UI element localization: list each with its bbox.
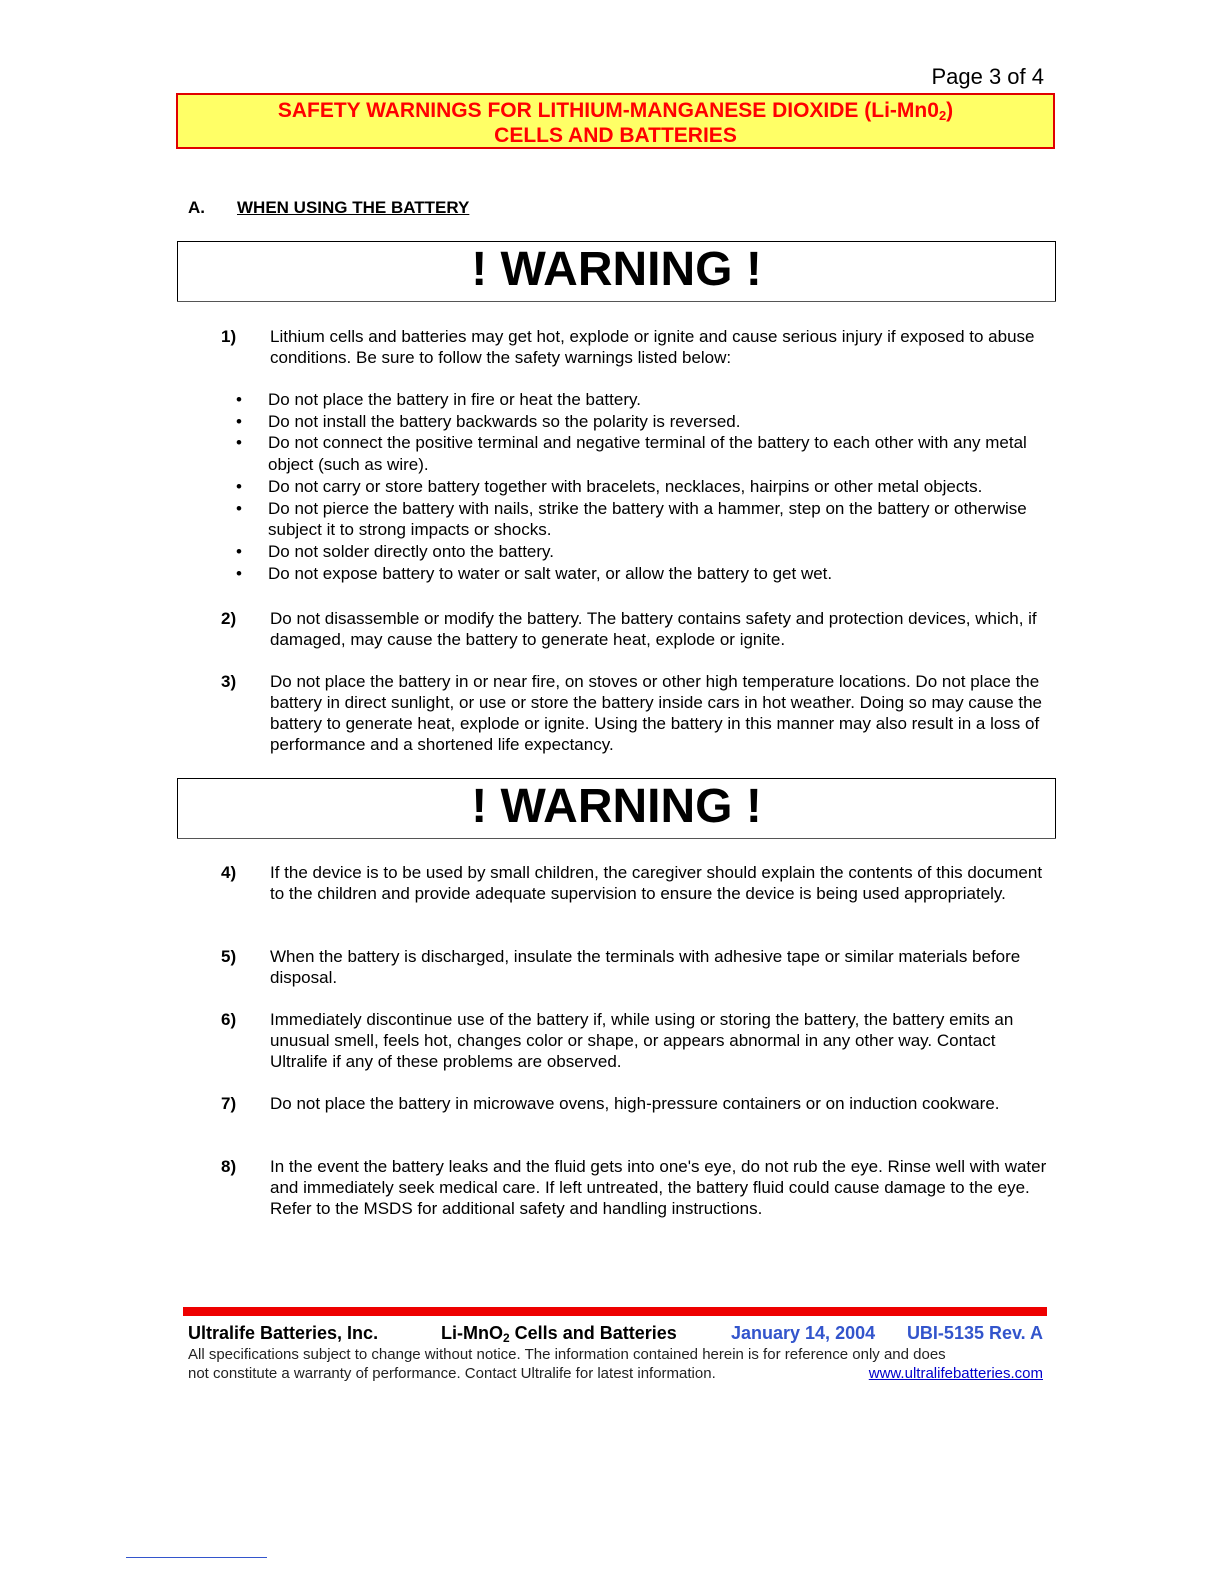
footer-divider (183, 1307, 1047, 1316)
warning-box-1: ! WARNING ! (177, 241, 1056, 302)
item-number: 6) (221, 1010, 237, 1029)
bullet-icon: • (236, 411, 242, 431)
item-4 (221, 862, 1051, 904)
bullet-icon: • (236, 433, 242, 453)
website-link[interactable]: www.ultralifebatteries.com (868, 1365, 1043, 1382)
item-text: Do not place the battery in or near fire, on stoves or other high temperature locations. Do not place the battery in direct sunlight, or use or store the battery inside cars in hot weather. Doing so may cause the battery to generate heat, explode or ignite. Using the battery in this manner may also result in a loss of performance and a shortened life expectancy. (270, 672, 1043, 754)
item-6 (221, 1009, 1051, 1072)
title-subscript: 2 (938, 108, 947, 123)
footer-product-subscript: 2 (502, 1331, 510, 1345)
list-item (236, 432, 1051, 475)
item-number: 5) (221, 947, 237, 966)
bottom-footnote-rule (126, 1557, 267, 1558)
item-text: Immediately discontinue use of the battery if, while using or storing the battery, the battery emits an unusual smell, feels hot, changes color or shape, or appears abnormal in any other way. Contact Ultralife if any of these problems are observed. (270, 1010, 1014, 1071)
item-3 (221, 671, 1051, 755)
footer-doc-number: UBI-5135 Rev. A (906, 1323, 1043, 1343)
list-item (236, 389, 1051, 411)
footer-date: January 14, 2004 (731, 1323, 876, 1343)
list-item-text: Do not place the battery in fire or heat the battery. (268, 390, 641, 409)
title-line-1-main: SAFETY WARNINGS FOR LITHIUM-MANGANESE DIOXIDE (Li-Mn0 (277, 99, 939, 122)
disclaimer-line-1: All specifications subject to change without notice. The information contained herein is for reference only and does (188, 1346, 946, 1363)
list-item (236, 541, 1051, 563)
list-item-text: Do not connect the positive terminal and negative terminal of the battery to each other with any metal object (such as wire). (268, 433, 1027, 475)
footer-product (441, 1322, 677, 1344)
list-item (236, 476, 1051, 498)
list-item-text: Do not carry or store battery together with bracelets, necklaces, hairpins or other metal objects. (268, 476, 983, 496)
list-item-text: Do not install the battery backwards so the polarity is reversed. (268, 411, 741, 431)
item-2 (221, 608, 1051, 650)
bullet-icon: • (236, 498, 242, 518)
list-item-text: Do not pierce the battery with nails, strike the battery with a hammer, step on the battery or otherwise subject it to strong impacts or shocks. (268, 498, 1027, 540)
item-text: If the device is to be used by small children, the caregiver should explain the contents of this document to the children and provide adequate supervision to ensure the device is being used appropriately. (270, 863, 1043, 903)
item-text: Do not disassemble or modify the battery. The battery contains safety and protection devices, which, if damaged, may cause the battery to generate heat, explode or ignite. (270, 609, 1037, 649)
list-item-text: Do not solder directly onto the battery. (268, 541, 555, 561)
footer-company: Ultralife Batteries, Inc. (188, 1323, 379, 1343)
footer-product-name: Li-MnO (441, 1323, 503, 1343)
item-number: 4) (221, 863, 237, 882)
section-heading (188, 198, 469, 218)
list-item-text: Do not expose battery to water or salt water, or allow the battery to get wet. (268, 563, 833, 583)
title-line-2: CELLS AND BATTERIES (494, 124, 737, 147)
list-item (236, 498, 1051, 541)
title-line-1-close: ) (946, 99, 954, 122)
item-text: When the battery is discharged, insulate the terminals with adhesive tape or similar materials before disposal. (270, 947, 1021, 987)
warning-box-2: ! WARNING ! (177, 778, 1056, 839)
list-item (236, 563, 1051, 585)
disclaimer-line-2: not constitute a warranty of performance. Contact Ultralife for latest information. (188, 1365, 716, 1382)
item-text: Lithium cells and batteries may get hot, explode or ignite and cause serious injury if exposed to abuse conditions. Be sure to follow the safety warnings listed below: (270, 327, 1035, 367)
item-5 (221, 946, 1051, 988)
item-text: In the event the battery leaks and the fluid gets into one's eye, do not rub the eye. Rinse well with water and immediately seek medical care. If left untreated, the battery fluid could cause damage to the eye. Refer to the MSDS for additional safety and handling instructions. (270, 1157, 1047, 1218)
item-number: 2) (221, 609, 237, 628)
item-number: 3) (221, 672, 237, 691)
bullet-icon: • (236, 390, 242, 409)
title-banner (176, 93, 1055, 149)
footer-product-suffix: Cells and Batteries (509, 1323, 677, 1343)
section-letter: A. (188, 198, 205, 217)
item-number: 7) (221, 1094, 237, 1113)
item-text: Do not place the battery in microwave ovens, high-pressure containers or on induction cookware. (270, 1094, 1000, 1113)
list-item (236, 411, 1051, 433)
section-title: WHEN USING THE BATTERY (237, 198, 470, 217)
item-number: 1) (221, 327, 237, 346)
bullet-icon: • (236, 476, 242, 496)
bullet-icon: • (236, 541, 242, 561)
item-8 (221, 1156, 1051, 1219)
item-7 (221, 1093, 1051, 1114)
bullet-list (236, 389, 1051, 584)
title-line-1 (178, 98, 1053, 123)
item-1 (221, 326, 1051, 368)
item-number: 8) (221, 1157, 237, 1176)
page-number: Page 3 of 4 (931, 64, 1044, 89)
footer-disclaimer (188, 1345, 1048, 1383)
bullet-icon: • (236, 563, 242, 583)
